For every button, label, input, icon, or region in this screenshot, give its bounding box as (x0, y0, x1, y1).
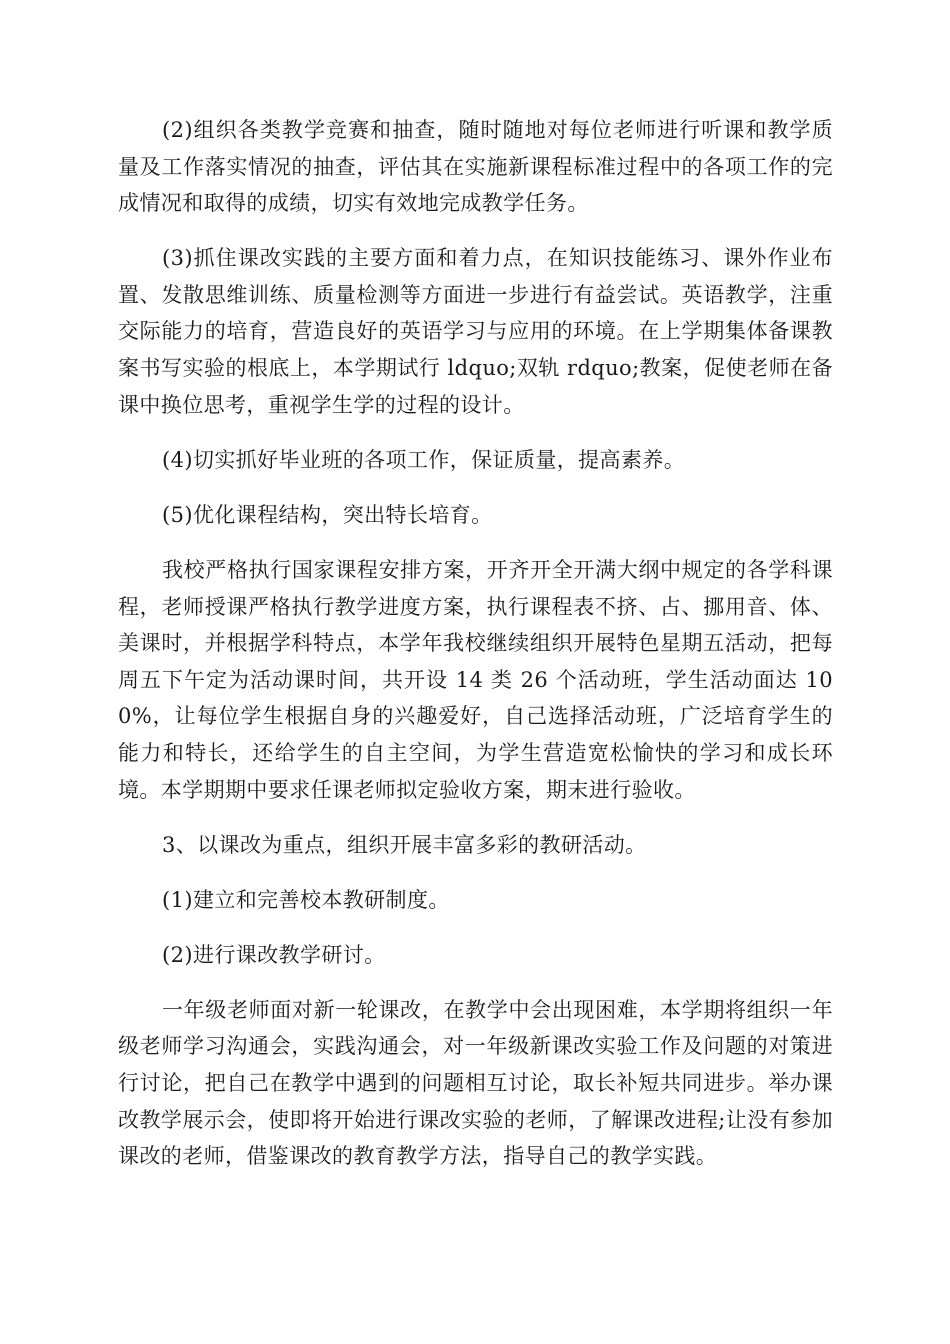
paragraph-item-1-research-system: (1)建立和完善校本教研制度。 (162, 887, 450, 912)
paragraph-item-2-quality-check: (2)组织各类教学竞赛和抽查，随时随地对每位老师进行听课和教学质量及工作落实情况的抽查，评估其在实施新课程标准过程中的各项工作的完成情况和取得的成绩，切实有效地完成教学任务。 (118, 118, 833, 216)
paragraph-item-3-reform-practice: (3)抓住课改实践的主要方面和着力点，在知识技能练习、课外作业布置、发散思维训练、质量检测等方面进一步进行有益尝试。英语教学，注重交际能力的培育，营造良好的英语学习与应用的环境。在上学期集体备课教案书写实验的根底上，本学期试行 ldquo;双轨 rdquo;教案，促使老师在备课中换位思考，重视学生学的过程的设计。 (118, 246, 833, 417)
section-heading-3-teaching-research: 3、以课改为重点，组织开展丰富多彩的教研活动。 (162, 832, 647, 857)
paragraph-item-2-reform-discussion: (2)进行课改教学研讨。 (162, 942, 386, 967)
paragraph-curriculum-plan: 我校严格执行国家课程安排方案，开齐开全开满大纲中规定的各学科课程，老师授课严格执行教学进度方案，执行课程表不挤、占、挪用音、体、美课时，并根据学科特点，本学年我校继续组织开展特色星期五活动，把每周五下午定为活动课时间，共开设 14 类 26 个活动班，学生活动面达 100%，让每位学生根据自身的兴趣爱好，自己选择活动班，广泛培育学生的能力和特长，还给学生的自主空间，为学生营造宽松愉快的学习和成长环境。本学期期中要求任课老师拟定验收方案，期末进行验收。 (118, 557, 833, 802)
paragraph-grade-one-teachers: 一年级老师面对新一轮课改，在教学中会出现困难，本学期将组织一年级老师学习沟通会，实践沟通会，对一年级新课改实验工作及问题的对策进行讨论，把自己在教学中遇到的问题相互讨论，取长补短共同进步。举办课改教学展示会，使即将开始进行课改实验的老师，了解课改进程;让没有参加课改的老师，借鉴课改的教育教学方法，指导自己的教学实践。 (118, 997, 833, 1169)
paragraph-item-4-graduating-class: (4)切实抓好毕业班的各项工作，保证质量，提高素养。 (162, 447, 686, 472)
paragraph-item-5-course-structure: (5)优化课程结构，突出特长培育。 (162, 502, 493, 527)
document-body (118, 112, 833, 1193)
